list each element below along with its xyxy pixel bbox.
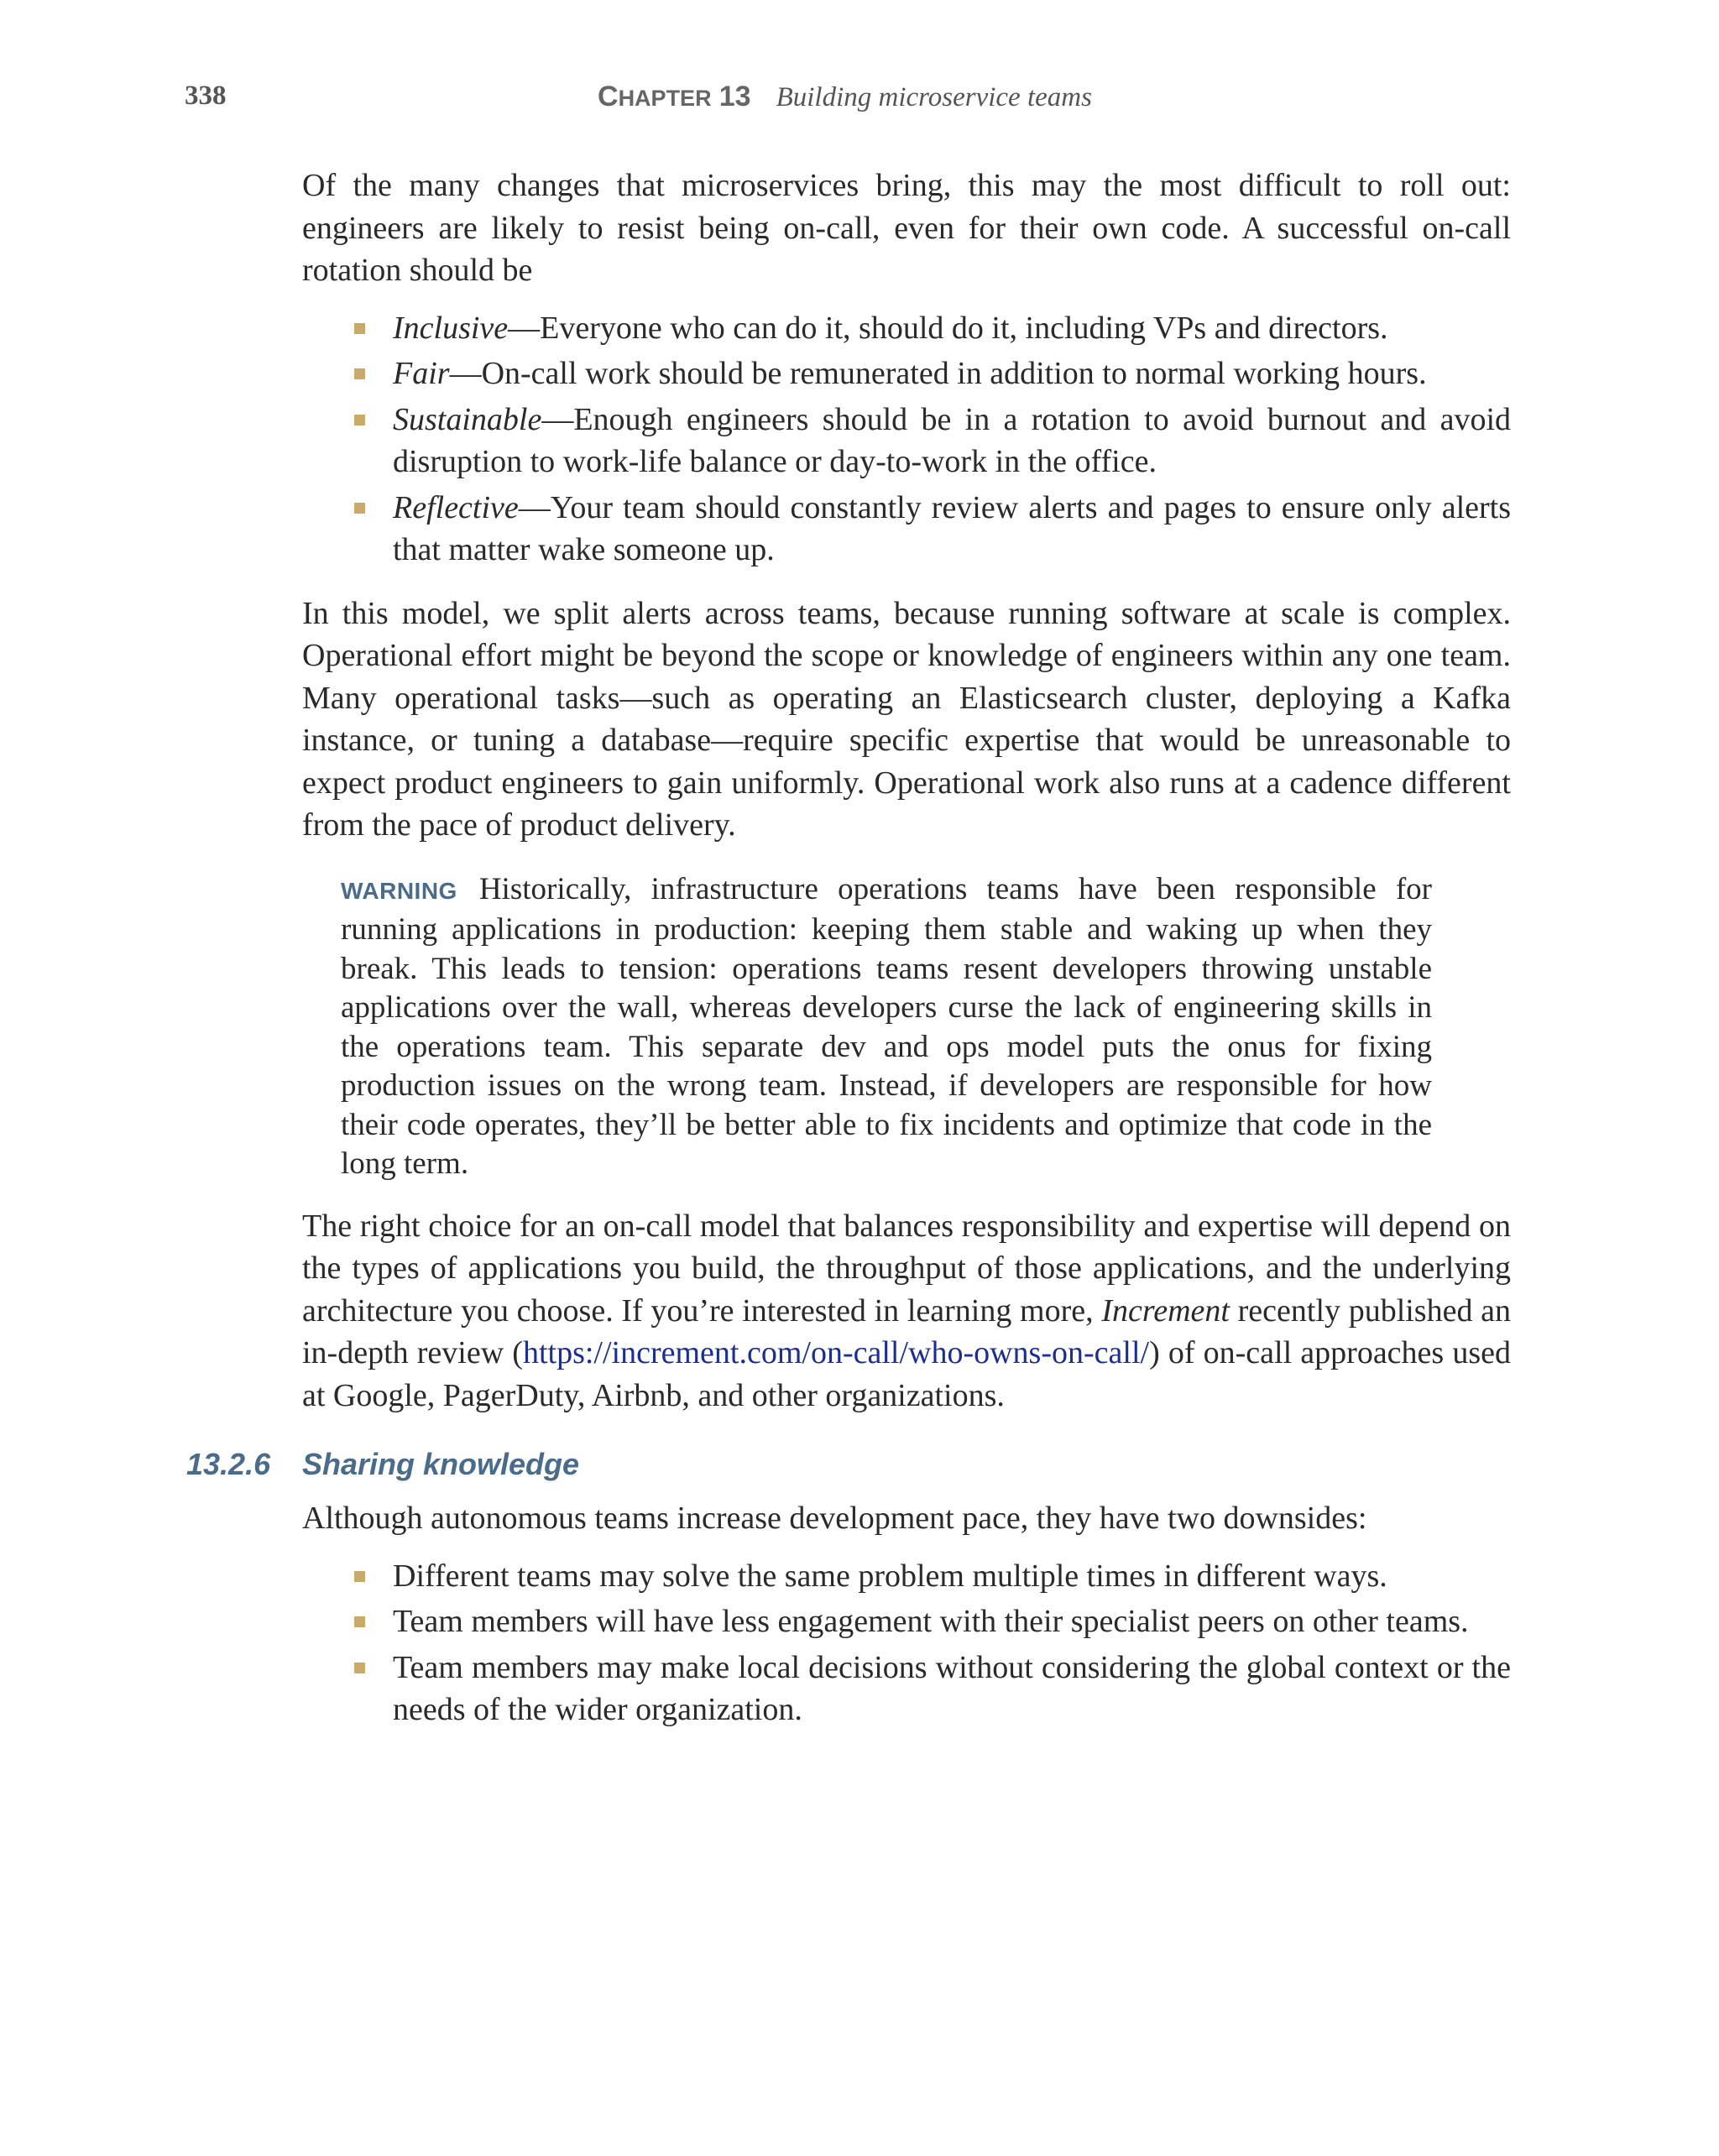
page-number: 338 [185, 81, 227, 111]
chapter-label: CHAPTER 13 [598, 81, 751, 112]
model-paragraph: In this model, we split alerts across teams, because running software at scale is complex. Operational effort might be beyond the scope or knowledge of engineers within any one team. Many operational tasks—such as operating an Elasticsearch cluster, deploying a Kafka instance, or tuning a database—require specific expertise that would be unreasonable to expect product engineers to gain uniformly. Operational work also runs at a cadence different from the pace of product delivery. [302, 595, 1511, 843]
bullet-square-icon [354, 1663, 365, 1673]
bullet-square-icon [354, 503, 365, 514]
bullet-square-icon [354, 1616, 365, 1627]
list-item-term: Reflective [393, 489, 519, 525]
list-item-term: Fair [393, 356, 450, 391]
list-item-text: Enough engineers should be in a rotation to avoid burnout and avoid disruption to work-life balance or day-to-work in the office. [393, 401, 1511, 479]
bullet-square-icon [354, 368, 365, 379]
intro-paragraph: Of the many changes that microservices bring, this may the most difficult to roll out: engineers are likely to resist being on-call, even for their own code. A successful on-call rotation should be [302, 168, 1511, 288]
list-item [302, 1600, 1511, 1643]
bullet-square-icon [354, 415, 365, 425]
list-item: Reflective—Your team should constantly review alerts and pages to ensure only alerts that matter wake someone up. [302, 487, 1511, 572]
list-item-text: On-call work should be remunerated in addition to normal working hours. [481, 356, 1427, 391]
list-item-term: Inclusive [393, 310, 509, 346]
warning-label: WARNING [341, 877, 457, 904]
increment-link[interactable]: https://increment.com/on-call/who-owns-on-call/ [522, 1335, 1150, 1370]
page-body [186, 164, 1512, 1735]
publication-name: Increment [1101, 1292, 1230, 1329]
list-item [302, 1647, 1511, 1731]
downsides-list [302, 1555, 1511, 1731]
list-item: Fair—On-call work should be remunerated in addition to normal working hours. [302, 352, 1511, 395]
section-title: Sharing knowledge [302, 1447, 580, 1481]
list-item-text: Everyone who can do it, should do it, including VPs and directors. [540, 310, 1388, 346]
warning-callout [341, 870, 1432, 1184]
list-item: Sustainable—Enough engineers should be in a rotation to avoid burnout and avoid disruption to work-life balance or day-to-work in the office. [302, 399, 1511, 483]
list-item-text: Team members may make local decisions without considering the global context or the needs of the wider organization. [393, 1649, 1511, 1727]
chapter-title: Building microservice teams [776, 82, 1092, 112]
list-item-text: Different teams may solve the same problem multiple times in different ways. [393, 1558, 1387, 1594]
bullet-square-icon [354, 1571, 365, 1582]
section-intro-paragraph: Although autonomous teams increase development pace, they have two downsides: [302, 1501, 1367, 1536]
list-item-text: Team members will have less engagement with their specialist peers on other teams. [393, 1604, 1469, 1639]
choice-paragraph: The right choice for an on-call model that balances responsibility and expertise will depend on the types of applications you build, the throughput of those applications, and the underlying architecture you choose. If you’re interested in learning more, Increment recently published an in-depth review (https://increment.com/on-call/who-owns-on-call/) of on-call approaches used at Google, PagerDuty, Airbnb, and other organizations. [302, 1208, 1512, 1413]
section-heading [186, 1443, 1511, 1485]
list-item [302, 1555, 1511, 1598]
oncall-qualities-list [302, 307, 1511, 572]
list-item-term: Sustainable [393, 401, 542, 437]
running-head [598, 81, 1092, 113]
warning-text: Historically, infrastructure operations teams have been responsible for running applications in production: keeping them stable and waking up when they break. This leads to tension: operations teams resent developers throwing unstable applications over the wall, whereas developers curse the lack of engineering skills in the operations team. This separate dev and ops model puts the onus for fixing production issues on the wrong team. Instead, if developers are responsible for how their code operates, they’ll be better able to fix incidents and optimize that code in the long term. [341, 871, 1432, 1181]
chapter-number: 13 [718, 81, 751, 112]
bullet-square-icon [354, 323, 365, 334]
section-number: 13.2.6 [186, 1447, 271, 1481]
list-item: Inclusive—Everyone who can do it, should do it, including VPs and directors. [302, 307, 1511, 350]
list-item-text: Your team should constantly review alerts and pages to ensure only alerts that matter wake someone up. [393, 489, 1511, 567]
